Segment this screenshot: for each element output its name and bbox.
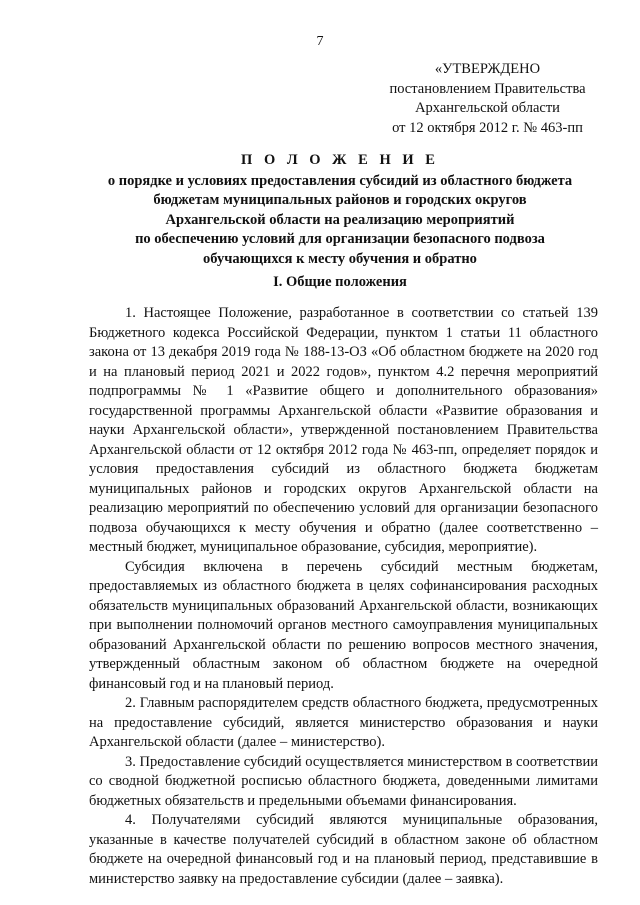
approval-line-approved: «УТВЕРЖДЕНО [434,61,541,77]
paragraph: 2. Главным распорядителем средств областного бюджета, предусмотренных на предоставление субсидий, является министерство образования и науки Архангельской области (далее – министерство). [89,695,598,750]
document-subtitle-line: по обеспечению условий для организации безопасного подвоза [135,231,545,247]
paragraph: Субсидия включена в перечень субсидий местным бюджетам, предоставляемых из областного бюджета в целях софинансирования расходных обязательств муниципальных образований Архангельской области, возникающих при выполнении полномочий органов местного самоуправления муниципальных образований Архангельской области по решению вопросов местного значения, утвержденный областным законом об областном бюджете на очередной финансовый год и на плановый период. [89,558,598,692]
document-body [89,304,598,889]
paragraph: 3. Предоставление субсидий осуществляется министерством в соответствии со сводной бюджетной росписью областного бюджета, доведенными лимитами бюджетных обязательств и предельными объемами финансирования. [89,753,598,809]
document-subtitle-line: Архангельской области на реализацию мероприятий [165,211,515,228]
approval-line-region: Архангельской области [415,100,560,116]
section-title: I. Общие положения [273,274,407,290]
document-subtitle-line: о порядке и условиях предоставления субсидий из областного бюджета [107,172,573,189]
approval-line-date: от 12 октября 2012 г. № 463-пп [392,119,583,136]
paragraph: 4. Получателями субсидий являются муниципальные образования, указанные в качестве получателей субсидий в областном законе об областном бюджете на очередной финансовый год и на плановый период, представившие в министерство заявку на предоставление субсидии (далее – заявка). [89,812,598,887]
document-title: П О Л О Ж Е Н И Е [241,152,439,168]
document-heading [70,151,610,269]
page-number: 7 [316,34,324,49]
document-subtitle-line: обучающихся к месту обучения и обратно [203,250,477,267]
document-subtitle-line: бюджетам муниципальных районов и городских округов [153,192,527,208]
approval-stamp-block [360,60,615,138]
paragraph: 1. Настоящее Положение, разработанное в соответствии со статьей 139 Бюджетного кодекса Российской Федерации, пунктом 1 статьи 11 областного закона от 13 декабря 2019 года № 188-13-ОЗ «Об областном бюджете на 2020 год и на плановый период 2021 и 2022 годов», пунктом 4.2 перечня мероприятий подпрограммы № 1 «Развитие общего и дополнительного образования» государственной программы Архангельской области «Развитие образования и науки Архангельской области», утвержденной постановлением Правительства Архангельской области от 12 октября 2012 года № 463-пп, определяет порядок и условия предоставления субсидий из областного бюджета бюджетам муниципальных районов и городских округов Архангельской области на реализацию мероприятий по обеспечению условий для организации безопасного подвоза обучающихся к месту обучения и обратно (далее соответственно – местный бюджет, муниципальное образование, субсидия, мероприятие). [89,305,598,555]
approval-line-resolution: постановлением Правительства [389,80,586,97]
